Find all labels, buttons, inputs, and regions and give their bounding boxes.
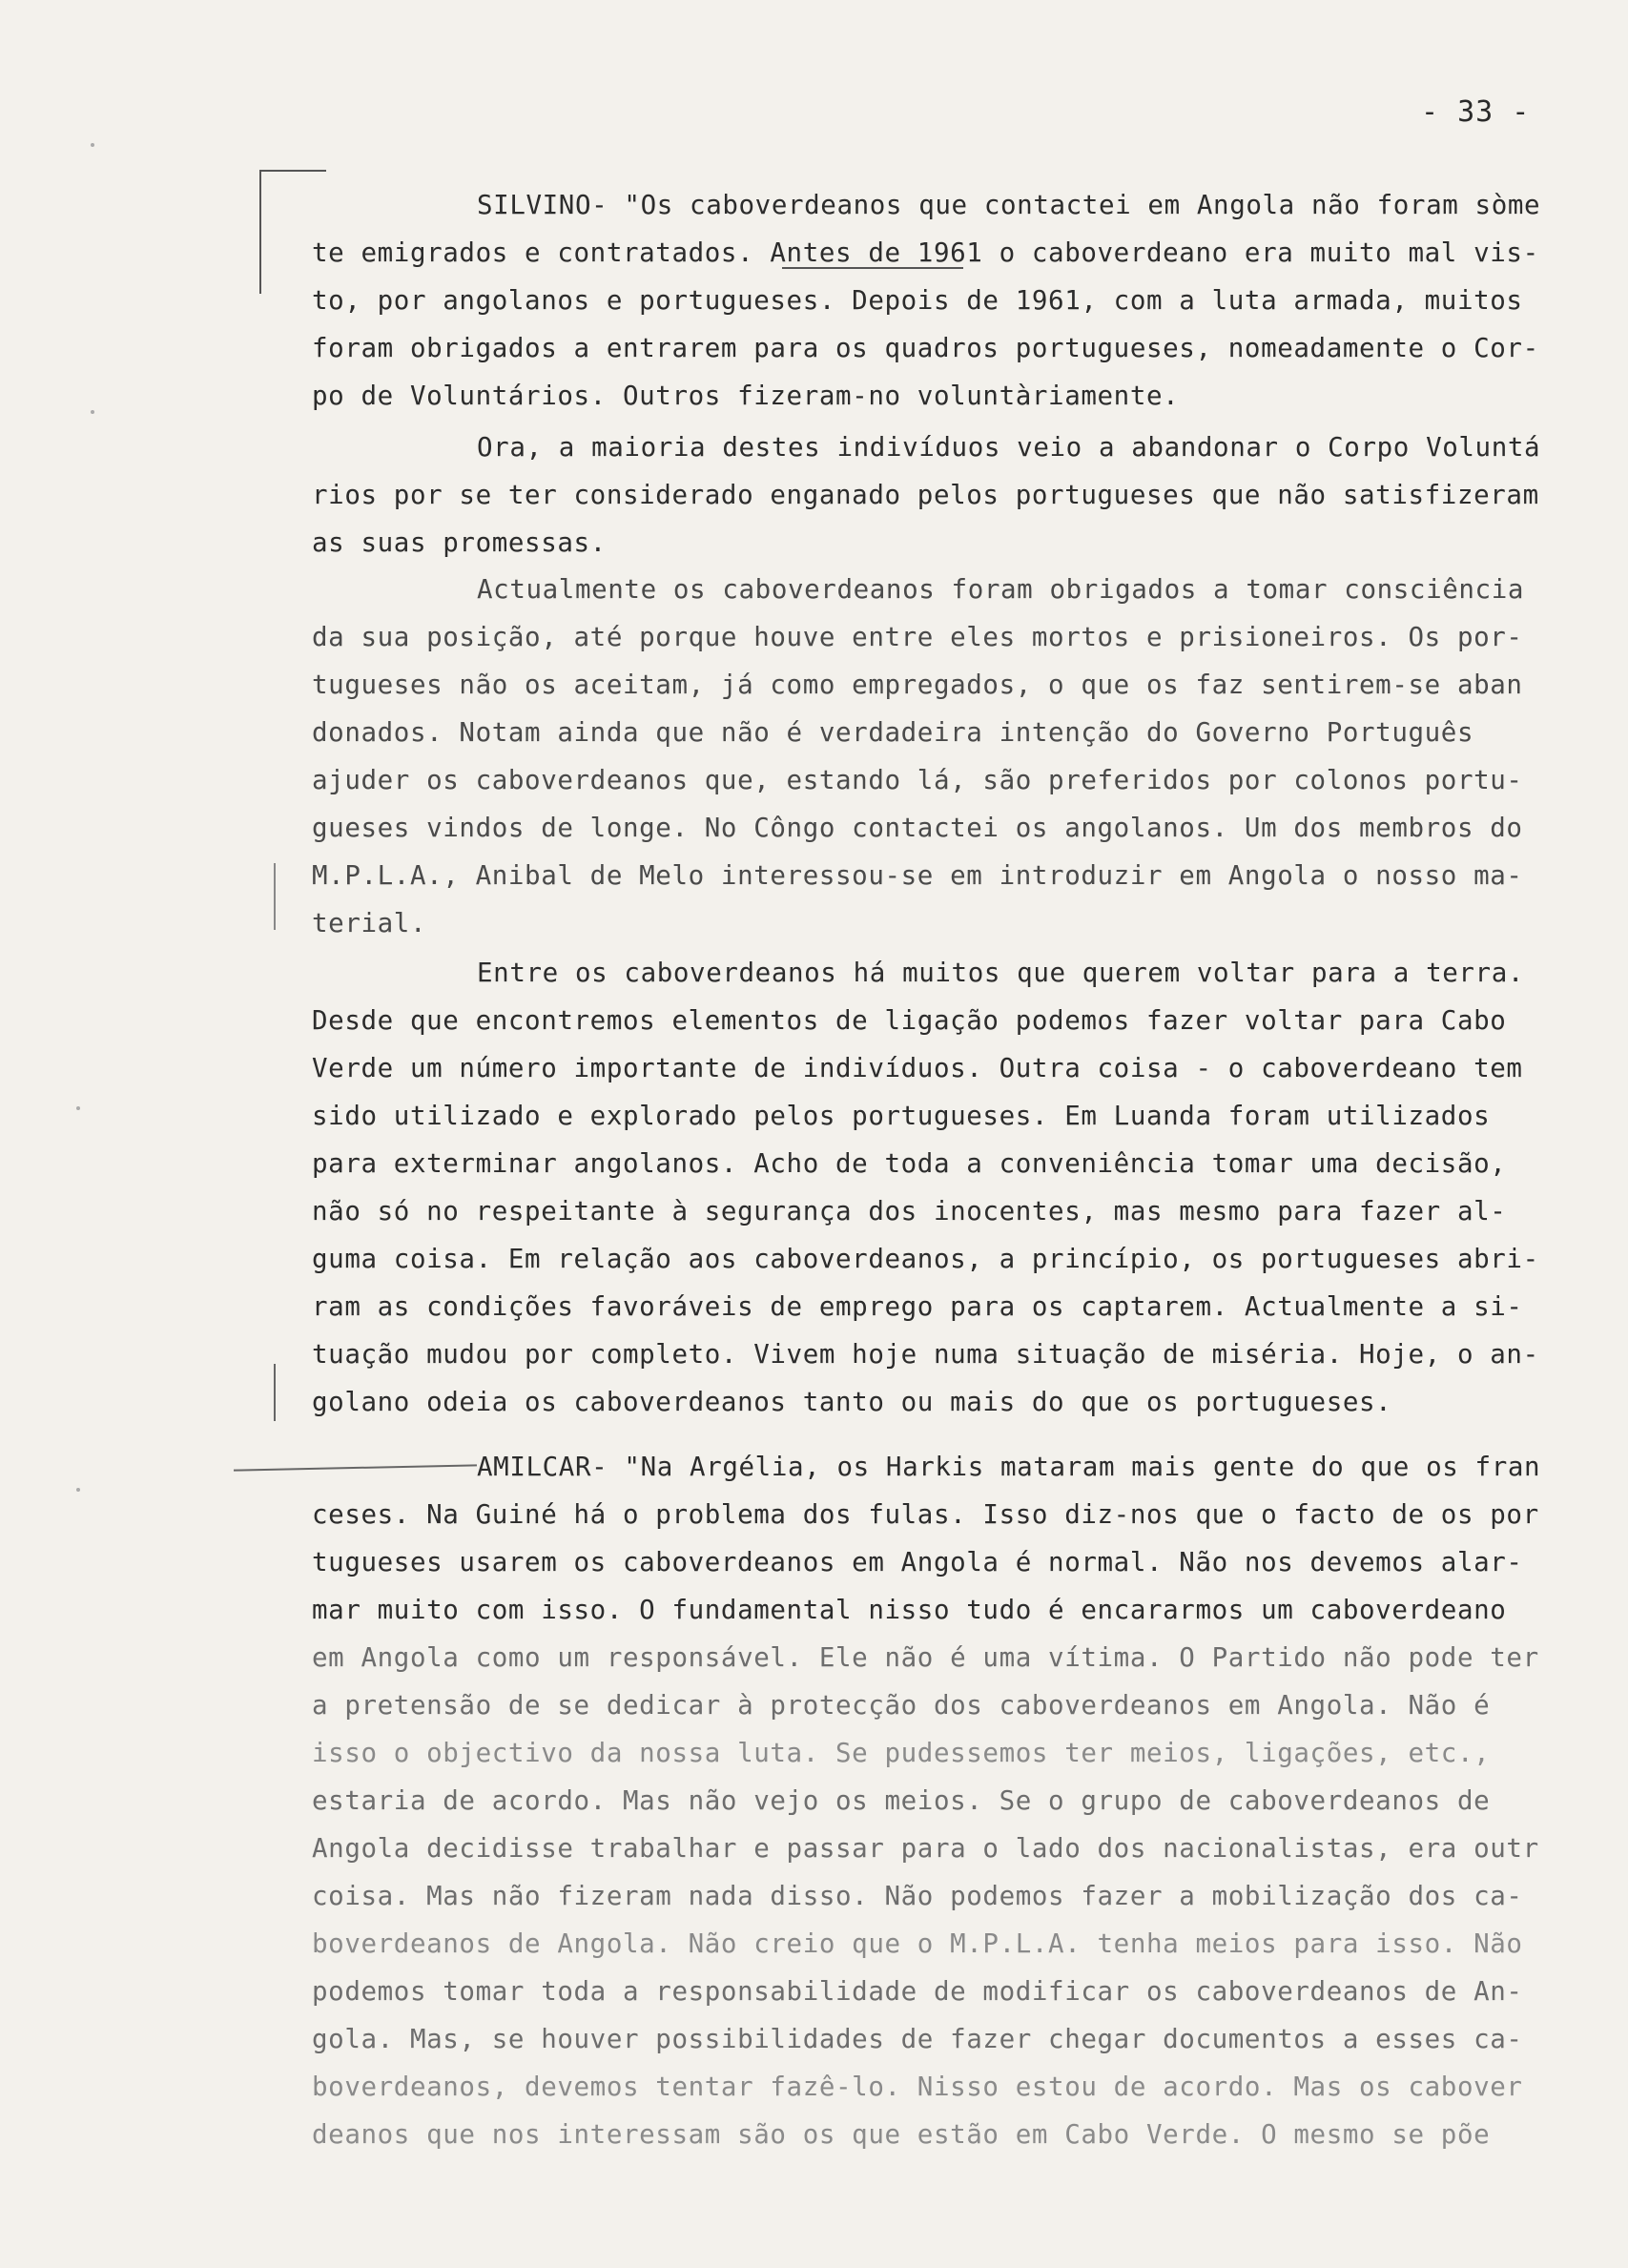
text-line: Actualmente os caboverdeanos foram obrigados a tomar consciência <box>477 574 1525 605</box>
text-line: estaria de acordo. Mas não vejo os meios. Se o grupo de caboverdeanos de <box>312 1785 1491 1816</box>
text-line: Verde um número importante de indivíduos. Outra coisa - o caboverdeano tem <box>312 1053 1523 1083</box>
punch-mark <box>91 143 94 147</box>
text-line: para exterminar angolanos. Acho de toda a conveniência tomar uma decisão, <box>312 1148 1507 1179</box>
text-line: Ora, a maioria destes indivíduos veio a abandonar o Corpo Voluntá <box>477 432 1541 463</box>
text-line: isso o objectivo da nossa luta. Se pudessemos ter meios, ligações, etc., <box>312 1738 1491 1768</box>
page-number: - 33 - <box>1421 95 1531 129</box>
margin-tick-mark <box>274 863 276 930</box>
silvino-paragraph-2 <box>312 423 1590 567</box>
text-line: da sua posição, até porque houve entre eles mortos e prisioneiros. Os por- <box>312 622 1523 652</box>
text-line: tugueses usarem os caboverdeanos em Angola é normal. Não nos devemos alar- <box>312 1547 1523 1577</box>
text-line: gueses vindos de longe. No Côngo contactei os angolanos. Um dos membros do <box>312 813 1523 843</box>
text-line: te emigrados e contratados. Antes de 1961 o caboverdeano era muito mal vis- <box>312 237 1539 268</box>
text-line: SILVINO- "Os caboverdeanos que contactei em Angola não foram sòme <box>477 190 1541 220</box>
margin-tick-mark <box>274 1364 276 1421</box>
margin-bracket-top-mark <box>259 170 326 172</box>
text-line: AMILCAR- "Na Argélia, os Harkis mataram mais gente do que os fran <box>477 1452 1541 1482</box>
text-line: to, por angolanos e portugueses. Depois de 1961, com a luta armada, muitos <box>312 285 1523 316</box>
text-line: boverdeanos de Angola. Não creio que o M.P.L.A. tenha meios para isso. Não <box>312 1928 1523 1959</box>
text-line: po de Voluntários. Outros fizeram-no voluntàriamente. <box>312 381 1180 411</box>
silvino-paragraph-4 <box>312 949 1590 1426</box>
text-line: ceses. Na Guiné há o problema dos fulas. Isso diz-nos que o facto de os por <box>312 1499 1539 1530</box>
text-line: a pretensão de se dedicar à protecção dos caboverdeanos em Angola. Não é <box>312 1690 1491 1721</box>
text-line: Angola decidisse trabalhar e passar para o lado dos nacionalistas, era outr <box>312 1833 1539 1864</box>
punch-mark <box>76 1106 80 1110</box>
text-line: ram as condições favoráveis de emprego para os captarem. Actualmente a si- <box>312 1291 1523 1322</box>
text-line: podemos tomar toda a responsabilidade de modificar os caboverdeanos de An- <box>312 1976 1523 2007</box>
text-line: tugueses não os aceitam, já como empregados, o que os faz sentirem-se aban <box>312 670 1523 700</box>
text-line: foram obrigados a entrarem para os quadros portugueses, nomeadamente o Cor- <box>312 333 1539 363</box>
text-line: gola. Mas, se houver possibilidades de fazer chegar documentos a esses ca- <box>312 2024 1523 2054</box>
text-line: donados. Notam ainda que não é verdadeira intenção do Governo Português <box>312 717 1474 748</box>
text-line: não só no respeitante à segurança dos inocentes, mas mesmo para fazer al- <box>312 1196 1507 1227</box>
text-line: sido utilizado e explorado pelos portugueses. Em Luanda foram utilizados <box>312 1101 1491 1131</box>
punch-mark <box>91 410 94 414</box>
text-line: coisa. Mas não fizeram nada disso. Não podemos fazer a mobilização dos ca- <box>312 1881 1523 1911</box>
text-line: as suas promessas. <box>312 527 607 558</box>
silvino-paragraph-3 <box>312 566 1590 947</box>
text-line: em Angola como um responsável. Ele não é uma vítima. O Partido não pode ter <box>312 1642 1539 1673</box>
punch-mark <box>76 1488 80 1492</box>
text-line: Entre os caboverdeanos há muitos que querem voltar para a terra. <box>477 958 1525 988</box>
silvino-paragraph-1 <box>312 181 1590 420</box>
amilcar-paragraph <box>312 1443 1590 2158</box>
text-line: M.P.L.A., Anibal de Melo interessou-se em introduzir em Angola o nosso ma- <box>312 860 1523 891</box>
text-line: mar muito com isso. O fundamental nisso tudo é encararmos um caboverdeano <box>312 1595 1507 1625</box>
text-line: rios por se ter considerado enganado pelos portugueses que não satisfizeram <box>312 480 1539 510</box>
text-line: Desde que encontremos elementos de ligação podemos fazer voltar para Cabo <box>312 1005 1507 1036</box>
margin-bracket-mark <box>259 170 261 294</box>
text-line: boverdeanos, devemos tentar fazê-lo. Nisso estou de acordo. Mas os cabover <box>312 2072 1523 2102</box>
text-line: terial. <box>312 908 427 938</box>
text-line: tuação mudou por completo. Vivem hoje numa situação de miséria. Hoje, o an- <box>312 1339 1539 1370</box>
text-line: ajuder os caboverdeanos que, estando lá, são preferidos por colonos portu- <box>312 765 1523 795</box>
text-line: guma coisa. Em relação aos caboverdeanos, a princípio, os portugueses abri- <box>312 1244 1539 1274</box>
text-line: deanos que nos interessam são os que estão em Cabo Verde. O mesmo se põe <box>312 2119 1491 2150</box>
text-line: golano odeia os caboverdeanos tanto ou mais do que os portugueses. <box>312 1387 1392 1417</box>
